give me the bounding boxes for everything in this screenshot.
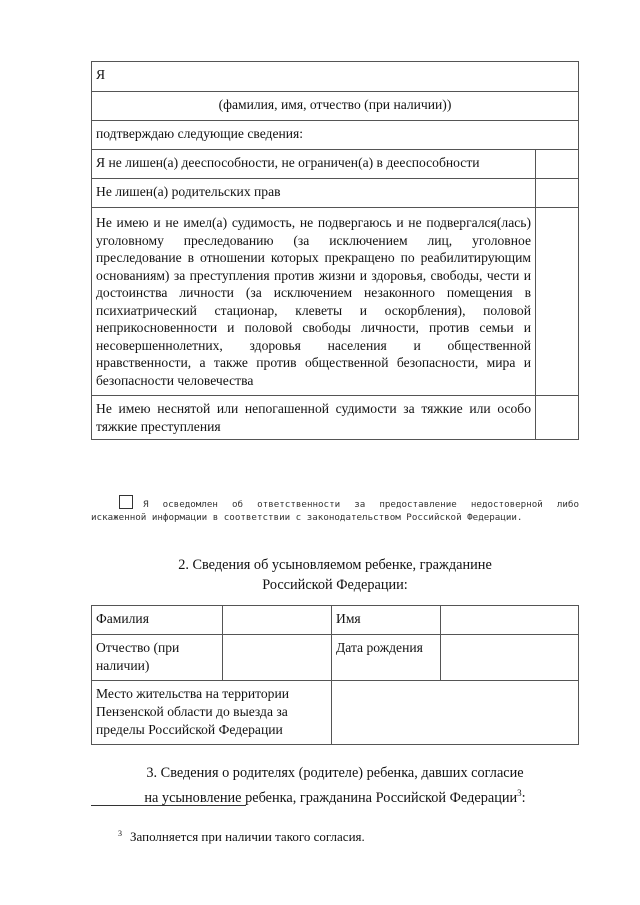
residence-field[interactable] bbox=[332, 681, 579, 745]
birthdate-label: Дата рождения bbox=[332, 635, 441, 681]
residence-label: Место жительства на территории Пензенской области до выезда за пределы Российской Федерации bbox=[92, 681, 332, 745]
surname-field[interactable] bbox=[223, 606, 332, 635]
confirmation-table bbox=[91, 61, 579, 440]
section-3-title-line1: 3. Сведения о родителях (родителе) ребенка, давших согласие bbox=[146, 765, 524, 781]
declaration-checkbox[interactable] bbox=[119, 495, 133, 509]
confirm-caption: подтверждаю следующие сведения: bbox=[92, 121, 579, 150]
statement-conviction-mark-cell[interactable] bbox=[536, 396, 579, 440]
patronymic-field[interactable] bbox=[223, 635, 332, 681]
statement-criminal-record: Не имею и не имел(а) судимость, не подвергаюсь и не подвергался(лась) уголовному преследованию (за исключением лиц, уголовное преследование в отношении которых прекращено по реабилитирующим основаниям) за преступления против жизни и здоровья, свободы, чести и достоинства личности (за исключением незаконного помещения в психиатрический стационар, клеветы и оскорбления), половой неприкосновенности и половой свободы личности, против семьи и несовершеннолетних, здоровья населения и общественной нравственности, а также против общественной безопасности, мира и безопасности человечества bbox=[92, 208, 536, 396]
statement-capacity: Я не лишен(а) дееспособности, не ограничен(а) в дееспособности bbox=[92, 150, 536, 179]
footnote-ref: 3 bbox=[517, 788, 522, 798]
section-2-title-line1: 2. Сведения об усыновляемом ребенке, гражданине bbox=[178, 557, 492, 573]
section-2-title bbox=[91, 555, 579, 595]
child-info-table bbox=[91, 605, 579, 745]
statement-parental-rights-mark-cell[interactable] bbox=[536, 179, 579, 208]
declaration-text: Я осведомлен об ответственности за предоставление недостоверной либо искаженной информации в соответствии с законодательством Российской Федерации. bbox=[91, 499, 579, 523]
footnote-divider bbox=[91, 805, 246, 806]
footnote-marker: 3 bbox=[118, 829, 122, 838]
declaration bbox=[91, 495, 579, 524]
footnote-text: Заполняется при наличии такого согласия. bbox=[130, 829, 365, 844]
ya-label: Я bbox=[92, 62, 579, 92]
fio-caption: (фамилия, имя, отчество (при наличии)) bbox=[92, 92, 579, 121]
patronymic-label: Отчество (при наличии) bbox=[92, 635, 223, 681]
footnote bbox=[118, 829, 365, 845]
section-3-title-line2: на усыновление ребенка, гражданина Российской Федерации bbox=[144, 790, 518, 806]
statement-parental-rights: Не лишен(а) родительских прав bbox=[92, 179, 536, 208]
birthdate-field[interactable] bbox=[441, 635, 579, 681]
statement-conviction: Не имею неснятой или непогашенной судимости за тяжкие или особо тяжкие преступления bbox=[92, 396, 536, 440]
statement-criminal-record-mark-cell[interactable] bbox=[536, 208, 579, 396]
section-2-title-line2: Российской Федерации: bbox=[262, 577, 408, 593]
statement-capacity-mark-cell[interactable] bbox=[536, 150, 579, 179]
section-3-title: 3. Сведения о родителях (родителе) ребенка, давших согласие на усыновление ребенка, гражданина Российской Федерации$^3$: bbox=[91, 763, 579, 808]
name-label: Имя bbox=[332, 606, 441, 635]
name-field[interactable] bbox=[441, 606, 579, 635]
surname-label: Фамилия bbox=[92, 606, 223, 635]
